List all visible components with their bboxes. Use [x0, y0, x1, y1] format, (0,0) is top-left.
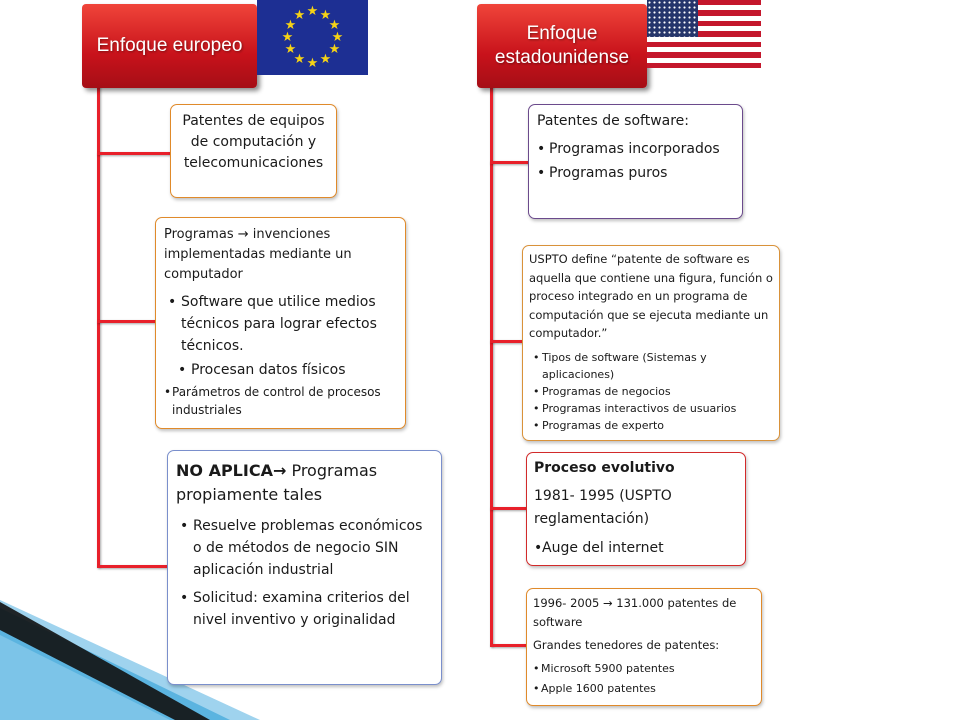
not-applicable-rest: Programas propiamente tales	[176, 461, 378, 504]
usa-connector-trunk	[490, 80, 493, 646]
list-item: • Software que utilice medios técnicos para lograr efectos técnicos.	[168, 291, 397, 357]
europe-connector-1	[97, 152, 174, 155]
list-item: • Procesan datos físicos	[178, 359, 397, 381]
europe-connector-3	[97, 565, 167, 568]
usa-connector-4	[490, 644, 527, 647]
usa-evolution-box	[526, 452, 746, 566]
europe-programs-box	[155, 217, 406, 429]
usa-patent-count: 1996- 2005 → 131.000 patentes de software	[533, 596, 737, 629]
list-item: • Solicitud: examina criterios del nivel inventivo y originalidad	[180, 587, 433, 631]
usa-header	[477, 4, 647, 88]
usa-connector-2	[490, 340, 523, 343]
usa-connector-3	[490, 507, 527, 510]
europe-hardware-patents-text: Patentes de equipos de computación y telecomunicaciones	[182, 113, 325, 171]
usa-header-text: Enfoque estadounidense	[494, 23, 630, 68]
usa-uspto-definition-text: USPTO define “patente de software es aquella que contiene una figura, función o proceso integrado en un programa de computación que se ejecuta mediante un computador.”	[529, 252, 773, 341]
list-item: • Programas incorporados	[537, 138, 734, 160]
europe-hardware-patents-box	[170, 104, 337, 198]
europe-not-applicable-box	[167, 450, 442, 685]
europe-connector-2	[97, 320, 157, 323]
usa-connector-1	[490, 161, 530, 164]
usa-uspto-definition-box	[522, 245, 780, 441]
list-item: • Apple 1600 patentes	[533, 679, 755, 699]
us-flag-icon	[647, 0, 761, 68]
list-item: • Resuelve problemas económicos o de métodos de negocio SIN aplicación industrial	[180, 515, 433, 581]
usa-patent-holders-box	[526, 588, 762, 706]
list-item: • Microsoft 5900 patentes	[533, 659, 755, 679]
europe-not-applicable-title	[176, 459, 433, 507]
usa-holders-title: Grandes tenedores de patentes:	[533, 638, 720, 652]
europe-header	[82, 4, 257, 88]
europe-header-text: Enfoque europeo	[96, 35, 243, 56]
usa-evolution-title: Proceso evolutivo	[534, 460, 675, 476]
usa-evolution-period: 1981- 1995 (USPTO reglamentación)	[534, 488, 672, 527]
list-item: • Programas interactivos de usuarios	[533, 400, 773, 417]
europe-programs-intro: Programas → invenciones implementadas mediante un computador	[164, 227, 352, 282]
usa-software-patents-title: Patentes de software:	[537, 113, 690, 129]
usa-software-patents-box	[528, 104, 743, 219]
list-item: • Programas puros	[537, 162, 734, 184]
list-item: • Programas de experto	[533, 417, 773, 434]
eu-flag-icon: ★ ★ ★ ★ ★ ★ ★ ★ ★ ★ ★ ★	[257, 0, 368, 75]
list-item: • Tipos de software (Sistemas y aplicaciones)	[533, 349, 773, 383]
list-item: • Auge del internet	[534, 537, 738, 559]
list-item: • Parámetros de control de procesos industriales	[164, 383, 397, 419]
not-applicable-label: NO APLICA→	[176, 461, 287, 480]
list-item: • Programas de negocios	[533, 383, 773, 400]
